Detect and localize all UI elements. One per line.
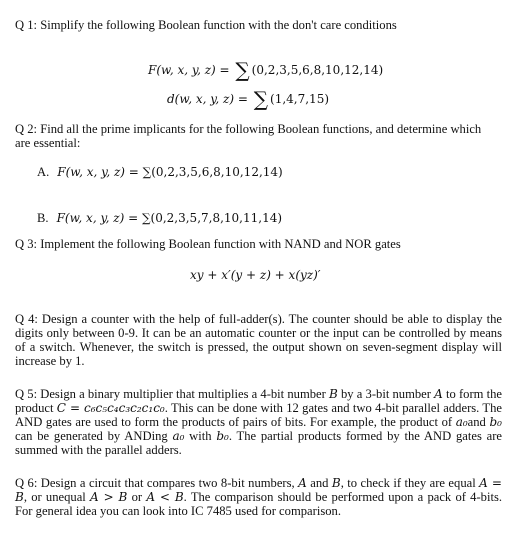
q5-part: to form the product bbox=[15, 387, 502, 415]
q1-d-lhs: d(w, x, y, z) = bbox=[167, 92, 252, 106]
q5-part: Q 5: Design a binary multiplier that multiplies a 4-bit number bbox=[15, 387, 329, 401]
q1-d-rhs: (1,4,7,15) bbox=[270, 92, 330, 106]
q6-part: Q 6: Design a circuit that compares two 8-bit numbers, bbox=[15, 476, 299, 490]
q2-option-b bbox=[37, 209, 282, 227]
q2-b-label: B. bbox=[37, 211, 49, 225]
q1-d-equation bbox=[167, 84, 330, 111]
q1-f-sigma: ∑ bbox=[235, 58, 250, 82]
q5-var-b: B bbox=[329, 387, 338, 401]
q6-part: and bbox=[306, 476, 332, 490]
q6-text bbox=[15, 476, 502, 518]
q5-part: by a 3-bit number bbox=[337, 387, 435, 401]
q2-a-label: A. bbox=[37, 165, 50, 179]
q2-text bbox=[15, 122, 502, 150]
q2-line2: are essential: bbox=[15, 136, 81, 150]
q5-var-b0: b₀ bbox=[216, 429, 229, 443]
q3-text: Q 3: Implement the following Boolean function with NAND and NOR gates bbox=[15, 237, 401, 251]
q2-option-a bbox=[37, 163, 283, 181]
q6-part: , to check if they are equal bbox=[340, 476, 480, 490]
q5-part: can be generated by ANDing bbox=[15, 429, 173, 443]
q6-part: . The comparison should be performed upon a pack of 4-bits. For general idea you can look into IC 7485 used for comparison. bbox=[15, 490, 503, 518]
q6-part: or bbox=[127, 490, 147, 504]
q2-b-lhs: F(w, x, y, z) = bbox=[56, 211, 142, 225]
q2-line1: Q 2: Find all the prime implicants for the following Boolean functions, and determine which bbox=[15, 122, 482, 136]
q1-f-equation bbox=[148, 55, 384, 82]
q2-a-lhs: F(w, x, y, z) = bbox=[57, 165, 143, 179]
q5-text bbox=[15, 387, 502, 457]
q1-text: Q 1: Simplify the following Boolean function with the don't care conditions bbox=[15, 18, 397, 32]
q3-expression bbox=[190, 266, 321, 284]
q5-var-a: A bbox=[434, 387, 443, 401]
q2-a-rhs: (0,2,3,5,6,8,10,12,14) bbox=[151, 165, 283, 179]
q5-var-a0: a₀ bbox=[172, 429, 185, 443]
q6-var-b: B bbox=[331, 476, 341, 490]
q1-d-sigma: ∑ bbox=[253, 87, 269, 111]
q2-b-rhs: (0,2,3,5,7,8,10,11,14) bbox=[150, 211, 283, 225]
q5-part: . The partial products formed by the AND gates are summed with the parallel adders. bbox=[15, 429, 503, 457]
q5-var-b0: b₀ bbox=[489, 415, 502, 429]
q5-var-a0: a₀ bbox=[455, 415, 468, 429]
q1-f-rhs: (0,2,3,5,6,8,10,12,14) bbox=[251, 63, 384, 77]
q5-product-c: C = c₆c₅c₄c₃c₂c₁c₀ bbox=[56, 401, 165, 415]
q6-part: , or unequal bbox=[23, 490, 91, 504]
q6-equal-expr: A = B bbox=[15, 476, 502, 504]
q2-b-sigma: ∑ bbox=[141, 211, 151, 225]
q6-var-a: A bbox=[298, 476, 307, 490]
q1-f-lhs: F(w, x, y, z) = bbox=[148, 63, 234, 77]
q6-greater-expr: A > B bbox=[90, 490, 128, 504]
q5-part: . This can be done with 12 gates and two 4-bit parallel adders. The AND gates are used to form the products of pairs of bits. For example, the product of bbox=[15, 401, 502, 429]
q5-part: and bbox=[467, 415, 490, 429]
q2-a-sigma: ∑ bbox=[142, 165, 152, 179]
q3-expr: xy + x′(y + z) + x(yz)′ bbox=[190, 268, 321, 282]
q6-less-expr: A < B bbox=[146, 490, 184, 504]
q4-text: Q 4: Design a counter with the help of full-adder(s). The counter should be able to display the digits only between 0-9. It can be an automatic counter or the input can be controlled by means of a switch. Whenever, the switch is pressed, the output shown on seven-segment display will increase by 1. bbox=[15, 312, 502, 368]
q5-part: with bbox=[184, 429, 217, 443]
